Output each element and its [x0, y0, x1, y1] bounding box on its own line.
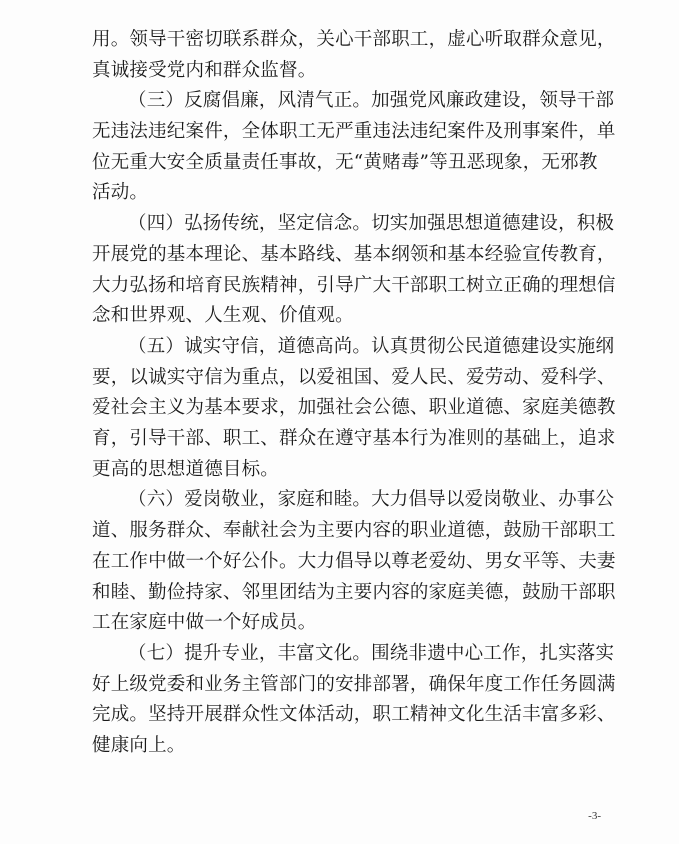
- text-line: 无违法违纪案件，全体职工无严重违法违纪案件及刑事案件，单: [92, 121, 616, 143]
- text-line: 更高的思想道德目标。: [92, 458, 280, 480]
- text-line: （三）反腐倡廉，风清气正。加强党风廉政建设，领导干部: [128, 90, 615, 112]
- text-line: 完成。坚持开展群众性文体活动，职工精神文化生活丰富多彩、: [92, 704, 616, 726]
- text-line: 在工作中做一个好公仆。大力倡导以尊老爱幼、男女平等、夫妻: [92, 550, 616, 572]
- text-line: 真诚接受党内和群众监督。: [92, 59, 317, 81]
- page-number: -3-: [588, 810, 601, 822]
- text-line: （四）弘扬传统，坚定信念。切实加强思想道德建设，积极: [128, 213, 615, 235]
- text-line: 道、服务群众、奉献社会为主要内容的职业道德，鼓励干部职工: [92, 520, 616, 542]
- text-line: 爱社会主义为基本要求，加强社会公德、职业道德、家庭美德教: [92, 397, 616, 419]
- text-line: 念和世界观、人生观、价值观。: [92, 305, 354, 327]
- text-line: 育，引导干部、职工、群众在遵守基本行为准则的基础上，追求: [92, 428, 616, 450]
- text-line: 大力弘扬和培育民族精神，引导广大干部职工树立正确的理想信: [92, 274, 616, 296]
- text-line: 用。领导干密切联系群众，关心干部职工，虚心听取群众意见，: [92, 29, 616, 50]
- text-line: （七）提升专业，丰富文化。围绕非遗中心工作，扎实落实: [128, 642, 615, 664]
- text-line: 开展党的基本理论、基本路线、基本纲领和基本经验宣传教育，: [92, 243, 616, 265]
- text-line: 工在家庭中做一个好成员。: [92, 612, 317, 634]
- text-line: 健康向上。: [92, 735, 186, 756]
- text-line: 好上级党委和业务主管部门的安排部署，确保年度工作任务圆满: [92, 673, 616, 695]
- text-line: 活动。: [92, 182, 149, 204]
- text-line: 要，以诚实守信为重点，以爱祖国、爱人民、爱劳动、爱科学、: [92, 366, 616, 388]
- text-line: 位无重大安全质量责任事故，无“黄赌毒”等丑恶现象，无邪教: [92, 151, 598, 173]
- text-line: （五）诚实守信，道德高尚。认真贯彻公民道德建设实施纲: [128, 335, 615, 357]
- text-line: （六）爱岗敬业，家庭和睦。大力倡导以爱岗敬业、办事公: [128, 489, 615, 511]
- text-line: 和睦、勤俭持家、邻里团结为主要内容的家庭美德，鼓励干部职: [92, 581, 616, 603]
